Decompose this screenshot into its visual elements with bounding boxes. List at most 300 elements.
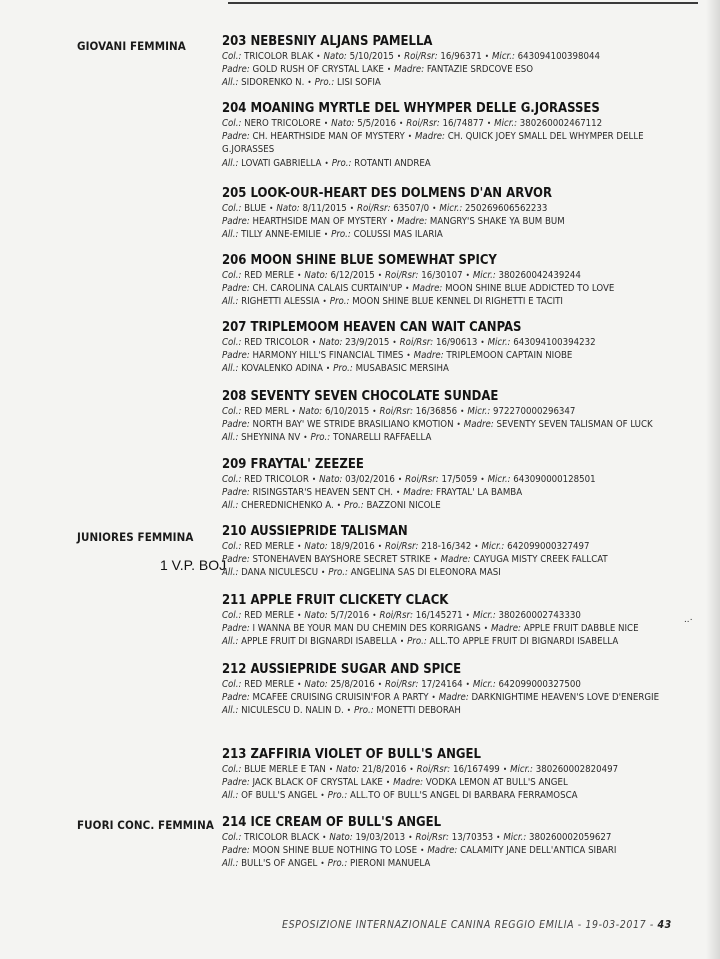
bullet-separator: • <box>291 407 296 416</box>
owner-value: ALL.TO APPLE FRUIT DI BIGNARDI ISABELLA <box>429 636 619 648</box>
catalog-entry <box>222 524 662 580</box>
owner-value: COLUSSI MAS ILARIA <box>353 229 443 241</box>
microchip-label: Micr.: <box>439 203 463 214</box>
entry-details-line <box>222 609 662 622</box>
breeder-value: CHEREDNICHENKO A. <box>241 500 334 512</box>
section-juniores-femmina: JUNIORES FEMMINA <box>77 530 194 544</box>
sire-value: CH. CAROLINA CALAIS CURTAIN'UP <box>252 283 403 295</box>
bullet-separator: • <box>474 542 479 551</box>
bullet-separator: • <box>325 364 331 374</box>
bullet-separator: • <box>320 859 325 869</box>
entry-people-line <box>222 566 662 579</box>
dam-label: Madre: <box>394 64 425 76</box>
owner-value: ANGELINA SAS DI ELEONORA MASI <box>350 567 501 579</box>
sire-label: Padre: <box>222 623 250 635</box>
entry-title: 207 TRIPLEMOOM HEAVEN CAN WAIT CANPAS <box>222 320 522 335</box>
bullet-separator: • <box>392 338 397 347</box>
bullet-separator: • <box>486 119 492 128</box>
color-value: RED MERLE <box>244 541 295 552</box>
breeder-label: All.: <box>222 567 239 579</box>
owner-value: MONETTI DEBORAH <box>376 705 461 717</box>
registration-label: Roi/Rsr: <box>406 118 440 129</box>
sire-label: Padre: <box>222 845 250 857</box>
breeder-label: All.: <box>222 500 239 512</box>
bullet-separator: • <box>269 204 274 213</box>
bullet-separator: • <box>377 271 382 280</box>
owner-label: Pro.: <box>331 157 352 169</box>
breeder-value: LOVATI GABRIELLA <box>241 157 322 169</box>
entry-title: 213 ZAFFIRIA VIOLET OF BULL'S ANGEL <box>222 747 481 762</box>
bullet-separator: • <box>322 297 327 307</box>
entry-details-line <box>222 473 662 486</box>
entry-title: 203 NEBESNIY ALJANS PAMELLA <box>222 34 433 49</box>
microchip-value: 380260002059627 <box>529 832 612 843</box>
dam-label: Madre: <box>397 216 428 228</box>
entry-details-line <box>222 117 662 130</box>
registration-value: 17/5059 <box>441 474 478 485</box>
microchip-value: 643090000128501 <box>513 474 596 485</box>
placement-award: 1 V.P. BOJ <box>160 557 227 573</box>
stray-mark: ..· <box>684 614 693 625</box>
microchip-label: Micr.: <box>481 541 505 552</box>
color-label: Col.: <box>222 406 242 417</box>
microchip-value: 250269606562233 <box>465 203 548 214</box>
sire-value: NORTH BAY' WE STRIDE BRASILIANO KMOTION <box>252 419 454 431</box>
entry-people-line <box>222 157 662 170</box>
catalog-entry <box>222 186 662 242</box>
entry-title: 210 AUSSIEPRIDE TALISMAN <box>222 524 408 539</box>
birth-date-label: Nato: <box>331 118 355 129</box>
breeder-label: All.: <box>222 790 239 802</box>
microchip-label: Micr.: <box>472 679 496 690</box>
bullet-separator: • <box>496 833 501 842</box>
bullet-separator: • <box>323 230 329 240</box>
registration-label: Roi/Rsr: <box>415 832 449 843</box>
color-label: Col.: <box>222 541 242 552</box>
microchip-value: 643094100394232 <box>513 337 596 348</box>
sire-value: GOLD RUSH OF CRYSTAL LAKE <box>252 64 384 76</box>
bullet-separator: • <box>431 693 436 703</box>
entry-details-line <box>222 336 662 349</box>
breeder-value: NICULESCU D. NALIN D. <box>241 705 344 717</box>
birth-date-label: Nato: <box>319 337 343 348</box>
bullet-separator: • <box>320 791 325 801</box>
color-label: Col.: <box>222 679 242 690</box>
birth-date-label: Nato: <box>336 764 360 775</box>
microchip-value: 643094100398044 <box>517 51 600 62</box>
bullet-separator: • <box>465 611 470 620</box>
entry-title: 212 AUSSIEPRIDE SUGAR AND SPICE <box>222 662 462 677</box>
bullet-separator: • <box>484 52 489 61</box>
color-value: NERO TRICOLORE <box>244 118 321 129</box>
birth-date-value: 5/10/2015 <box>349 51 394 62</box>
entry-details-line <box>222 763 662 776</box>
bullet-separator: • <box>297 542 302 551</box>
microchip-value: 642099000327497 <box>507 541 590 552</box>
entry-title: 205 LOOK-OUR-HEART DES DOLMENS D'AN ARVOR <box>222 186 552 201</box>
birth-date-value: 18/9/2016 <box>330 541 375 552</box>
bullet-separator: • <box>480 338 485 347</box>
entry-title: 208 SEVENTY SEVEN CHOCOLATE SUNDAE <box>222 389 499 404</box>
breeder-label: All.: <box>222 858 239 870</box>
microchip-label: Micr.: <box>487 474 511 485</box>
bullet-separator: • <box>483 624 488 634</box>
registration-value: 16/74877 <box>442 118 484 129</box>
entry-details-line <box>222 831 662 844</box>
dam-value: TRIPLEMOON CAPTAIN NIOBE <box>446 350 573 362</box>
bullet-separator: • <box>372 407 377 416</box>
breeder-label: All.: <box>222 432 239 444</box>
bullet-separator: • <box>456 420 461 430</box>
catalog-entry <box>222 389 662 445</box>
bullet-separator: • <box>297 271 302 280</box>
bullet-separator: • <box>399 637 405 647</box>
owner-label: Pro.: <box>407 636 427 648</box>
bullet-separator: • <box>323 119 329 128</box>
color-value: RED TRICOLOR <box>244 337 309 348</box>
sire-value: JACK BLACK OF CRYSTAL LAKE <box>252 777 383 789</box>
breeder-value: OF BULL'S ANGEL <box>241 790 318 802</box>
bullet-separator: • <box>386 65 392 75</box>
breeder-label: All.: <box>222 636 239 648</box>
color-value: TRICOLOR BLACK <box>244 832 320 843</box>
birth-date-label: Nato: <box>304 679 328 690</box>
registration-label: Roi/Rsr: <box>384 679 419 690</box>
owner-label: Pro.: <box>353 705 374 717</box>
owner-label: Pro.: <box>329 296 350 308</box>
registration-label: Roi/Rsr: <box>356 203 391 214</box>
bullet-separator: • <box>322 833 327 842</box>
registration-value: 16/167499 <box>452 764 500 775</box>
entry-parents-line <box>222 691 662 704</box>
breeder-label: All.: <box>222 296 239 308</box>
breeder-value: TILLY ANNE-EMILIE <box>241 229 321 241</box>
dam-value: CALAMITY JANE DELL'ANTICA SIBARI <box>460 845 617 857</box>
owner-value: LISI SOFIA <box>337 77 381 89</box>
registration-label: Roi/Rsr: <box>416 764 451 775</box>
registration-label: Roi/Rsr: <box>384 270 419 281</box>
microchip-label: Micr.: <box>472 270 496 281</box>
microchip-label: Micr.: <box>467 406 491 417</box>
color-value: RED TRICOLOR <box>244 474 309 485</box>
microchip-value: 380260002467112 <box>519 118 603 129</box>
birth-date-value: 19/03/2013 <box>355 832 406 843</box>
sire-value: HEARTHSIDE MAN OF MYSTERY <box>252 216 387 228</box>
owner-value: MOON SHINE BLUE KENNEL DI RIGHETTI E TACITI <box>352 296 563 308</box>
birth-date-label: Nato: <box>304 610 328 621</box>
bullet-separator: • <box>297 680 302 689</box>
registration-label: Roi/Rsr: <box>405 474 439 485</box>
bullet-separator: • <box>398 119 404 128</box>
entry-details-line <box>222 678 662 691</box>
entry-people-line <box>222 228 662 241</box>
entry-details-line <box>222 202 662 215</box>
entry-title: 204 MOANING MYRTLE DEL WHYMPER DELLE G.JORASSES <box>222 101 600 116</box>
color-label: Col.: <box>222 610 242 621</box>
catalog-entry <box>222 747 662 803</box>
breeder-value: APPLE FRUIT DI BIGNARDI ISABELLA <box>241 636 397 648</box>
color-label: Col.: <box>222 51 242 62</box>
entry-people-line <box>222 635 662 648</box>
bullet-separator: • <box>328 765 334 774</box>
owner-label: Pro.: <box>328 567 348 579</box>
color-value: BLUE <box>244 203 267 214</box>
entry-title: 209 FRAYTAL' ZEEZEE <box>222 457 364 472</box>
sire-value: CH. HEARTHSIDE MAN OF MYSTERY <box>252 131 405 143</box>
sire-label: Padre: <box>222 216 250 228</box>
color-value: BLUE MERLE E TAN <box>244 764 326 775</box>
entry-parents-line <box>222 776 662 789</box>
microchip-label: Micr.: <box>494 118 518 129</box>
bullet-separator: • <box>395 488 401 498</box>
dam-label: Madre: <box>463 419 494 431</box>
dam-value: SEVENTY SEVEN TALISMAN OF LUCK <box>496 419 653 431</box>
catalog-entry <box>222 662 662 718</box>
dam-label: Madre: <box>413 350 444 362</box>
entry-parents-line <box>222 553 662 566</box>
registration-label: Roi/Rsr: <box>379 406 414 417</box>
color-value: RED MERLE <box>244 270 295 281</box>
dam-value: FANTAZIE SRDCOVE ESO <box>426 64 534 76</box>
dam-value: MANGRY'S SHAKE YA BUM BUM <box>429 216 565 228</box>
sire-value: MOON SHINE BLUE NOTHING TO LOSE <box>252 845 418 857</box>
owner-value: ROTANTI ANDREA <box>354 157 431 169</box>
registration-value: 17/24164 <box>421 679 463 690</box>
entry-details-line <box>222 50 662 63</box>
bullet-separator: • <box>432 204 437 213</box>
entry-parents-line <box>222 63 662 76</box>
dam-value: CAYUGA MISTY CREEK FALLCAT <box>473 554 608 566</box>
bullet-separator: • <box>465 680 470 689</box>
owner-label: Pro.: <box>310 432 331 444</box>
entry-parents-line <box>222 418 662 431</box>
registration-value: 13/70353 <box>451 832 494 843</box>
catalog-entry <box>222 457 662 513</box>
birth-date-value: 5/5/2016 <box>357 118 396 129</box>
microchip-label: Micr.: <box>510 764 533 775</box>
birth-date-value: 8/11/2015 <box>302 203 347 214</box>
dam-value: APPLE FRUIT DABBLE NICE <box>523 623 639 635</box>
dam-value: MOON SHINE BLUE ADDICTED TO LOVE <box>445 283 615 295</box>
sire-value: RISINGSTAR'S HEAVEN SENT CH. <box>252 487 393 499</box>
sire-label: Padre: <box>222 554 250 566</box>
registration-label: Roi/Rsr: <box>404 51 438 62</box>
catalog-entry <box>222 815 662 871</box>
catalog-entry <box>222 253 662 309</box>
bullet-separator: • <box>349 204 354 213</box>
owner-label: Pro.: <box>344 500 364 512</box>
bullet-separator: • <box>407 132 412 142</box>
breeder-value: SIDORENKO N. <box>241 77 305 89</box>
birth-date-value: 6/12/2015 <box>330 270 375 281</box>
owner-label: Pro.: <box>327 858 348 870</box>
bullet-separator: • <box>336 501 341 511</box>
dam-label: Madre: <box>393 777 424 789</box>
birth-date-value: 23/9/2015 <box>345 337 390 348</box>
registration-value: 16/96371 <box>440 51 482 62</box>
sire-label: Padre: <box>222 350 250 362</box>
bullet-separator: • <box>389 217 395 227</box>
entry-title: 211 APPLE FRUIT CLICKETY CLACK <box>222 593 449 608</box>
color-label: Col.: <box>222 203 242 214</box>
registration-value: 16/145271 <box>415 610 463 621</box>
microchip-value: 972270000296347 <box>493 406 576 417</box>
birth-date-value: 21/8/2016 <box>362 764 407 775</box>
entry-details-line <box>222 540 662 553</box>
breeder-label: All.: <box>222 77 239 89</box>
color-label: Col.: <box>222 118 242 129</box>
sire-value: STONEHAVEN BAYSHORE SECRET STRIKE <box>252 554 431 566</box>
entry-people-line <box>222 704 662 717</box>
entry-people-line <box>222 76 662 89</box>
sire-value: MCAFEE CRUISING CRUISIN'FOR A PARTY <box>252 692 429 704</box>
breeder-value: RIGHETTI ALESSIA <box>241 296 320 308</box>
dam-label: Madre: <box>438 692 469 704</box>
registration-value: 16/30107 <box>421 270 463 281</box>
bullet-separator: • <box>397 475 403 484</box>
entry-parents-line <box>222 282 662 295</box>
birth-date-value: 25/8/2016 <box>330 679 375 690</box>
birth-date-label: Nato: <box>329 832 353 843</box>
sire-label: Padre: <box>222 419 250 431</box>
bullet-separator: • <box>433 555 438 565</box>
color-label: Col.: <box>222 337 242 348</box>
owner-label: Pro.: <box>327 790 348 802</box>
entry-parents-line <box>222 215 662 228</box>
registration-value: 218-16/342 <box>421 541 472 552</box>
birth-date-value: 6/10/2015 <box>324 406 370 417</box>
page-number: 43 <box>657 919 672 931</box>
sire-value: HARMONY HILL'S FINANCIAL TIMES <box>252 350 404 362</box>
dam-label: Madre: <box>403 487 434 499</box>
entry-people-line <box>222 431 662 444</box>
bullet-separator: • <box>311 475 317 484</box>
dam-value: CH. QUICK JOEY SMALL DEL WHYMPER DELLE G.JORASSES <box>222 131 644 156</box>
bullet-separator: • <box>502 765 508 774</box>
color-value: RED MERLE <box>244 610 295 621</box>
breeder-value: KOVALENKO ADINA <box>241 363 323 375</box>
bullet-separator: • <box>311 338 317 347</box>
birth-date-value: 03/02/2016 <box>345 474 395 485</box>
breeder-label: All.: <box>222 363 239 375</box>
microchip-label: Micr.: <box>487 337 511 348</box>
bullet-separator: • <box>465 271 470 280</box>
owner-value: PIERONI MANUELA <box>350 858 431 870</box>
breeder-value: SHEYNINA NV <box>241 432 301 444</box>
registration-label: Roi/Rsr: <box>384 541 419 552</box>
dam-label: Madre: <box>440 554 471 566</box>
owner-label: Pro.: <box>331 229 351 241</box>
registration-label: Roi/Rsr: <box>379 610 413 621</box>
birth-date-label: Nato: <box>319 474 343 485</box>
color-value: RED MERL <box>244 406 289 417</box>
page-edge-shadow <box>706 0 720 959</box>
birth-date-value: 5/7/2016 <box>330 610 370 621</box>
entry-details-line <box>222 405 662 418</box>
bullet-separator: • <box>377 542 382 551</box>
bullet-separator: • <box>297 611 302 620</box>
bullet-separator: • <box>406 351 411 361</box>
entry-people-line <box>222 499 662 512</box>
birth-date-label: Nato: <box>304 270 328 281</box>
bullet-separator: • <box>460 407 465 416</box>
catalog-entry <box>222 101 662 170</box>
bullet-separator: • <box>346 706 351 716</box>
color-label: Col.: <box>222 764 242 775</box>
registration-value: 16/36856 <box>415 406 458 417</box>
entry-title: 206 MOON SHINE BLUE SOMEWHAT SPICY <box>222 253 497 268</box>
bullet-separator: • <box>303 433 308 443</box>
sire-label: Padre: <box>222 64 250 76</box>
sire-label: Padre: <box>222 283 250 295</box>
bullet-separator: • <box>307 78 312 88</box>
sire-label: Padre: <box>222 487 250 499</box>
footer-text: ESPOSIZIONE INTERNAZIONALE CANINA REGGIO EMILIA - 19-03-2017 - <box>282 919 654 931</box>
entry-people-line <box>222 362 662 375</box>
owner-value: TONARELLI RAFFAELLA <box>332 432 432 444</box>
entry-title: 214 ICE CREAM OF BULL'S ANGEL <box>222 815 442 830</box>
dam-label: Madre: <box>412 283 443 295</box>
microchip-value: 380260042439244 <box>498 270 581 281</box>
dam-value: DARKNIGHTIME HEAVEN'S LOVE D'ENERGIE <box>471 692 660 704</box>
bullet-separator: • <box>385 778 391 788</box>
dam-label: Madre: <box>427 845 458 857</box>
owner-value: MUSABASIC MERSIHA <box>355 363 449 375</box>
color-label: Col.: <box>222 832 242 843</box>
dam-value: FRAYTAL' LA BAMBA <box>435 487 523 499</box>
sire-value: I WANNA BE YOUR MAN DU CHEMIN DES KORRIGANS <box>252 623 481 635</box>
dam-label: Madre: <box>490 623 521 635</box>
color-value: TRICOLOR BLAK <box>244 51 314 62</box>
microchip-value: 380260002743330 <box>498 610 581 621</box>
breeder-label: All.: <box>222 705 239 717</box>
breeder-label: All.: <box>222 157 239 169</box>
bullet-separator: • <box>409 765 414 774</box>
breeder-value: BULL'S OF ANGEL <box>241 858 318 870</box>
owner-label: Pro.: <box>333 363 353 375</box>
bullet-separator: • <box>372 611 377 620</box>
entry-parents-line <box>222 844 662 857</box>
microchip-value: 642099000327500 <box>498 679 581 690</box>
top-rule <box>228 2 698 4</box>
bullet-separator: • <box>480 475 485 484</box>
color-value: RED MERLE <box>244 679 295 690</box>
bullet-separator: • <box>396 52 402 61</box>
entry-parents-line <box>222 486 662 499</box>
catalog-entry <box>222 34 662 90</box>
sire-label: Padre: <box>222 131 250 143</box>
bullet-separator: • <box>377 680 382 689</box>
microchip-label: Micr.: <box>472 610 496 621</box>
owner-value: BAZZONI NICOLE <box>366 500 441 512</box>
microchip-value: 380260002820497 <box>535 764 619 775</box>
breeder-value: DANA NICULESCU <box>241 567 319 579</box>
sire-label: Padre: <box>222 692 250 704</box>
owner-value: ALL.TO OF BULL'S ANGEL DI BARBARA FERRAMOSCA <box>350 790 578 802</box>
dam-value: VODKA LEMON AT BULL'S ANGEL <box>425 777 568 789</box>
owner-label: Pro.: <box>314 77 335 89</box>
bullet-separator: • <box>420 846 425 856</box>
birth-date-label: Nato: <box>298 406 323 417</box>
registration-value: 16/90613 <box>435 337 478 348</box>
birth-date-label: Nato: <box>323 51 347 62</box>
bullet-separator: • <box>316 52 321 61</box>
color-label: Col.: <box>222 270 242 281</box>
section-giovani-femmina: GIOVANI FEMMINA <box>77 39 186 53</box>
dam-label: Madre: <box>414 131 445 143</box>
entry-people-line <box>222 857 662 870</box>
birth-date-label: Nato: <box>304 541 328 552</box>
